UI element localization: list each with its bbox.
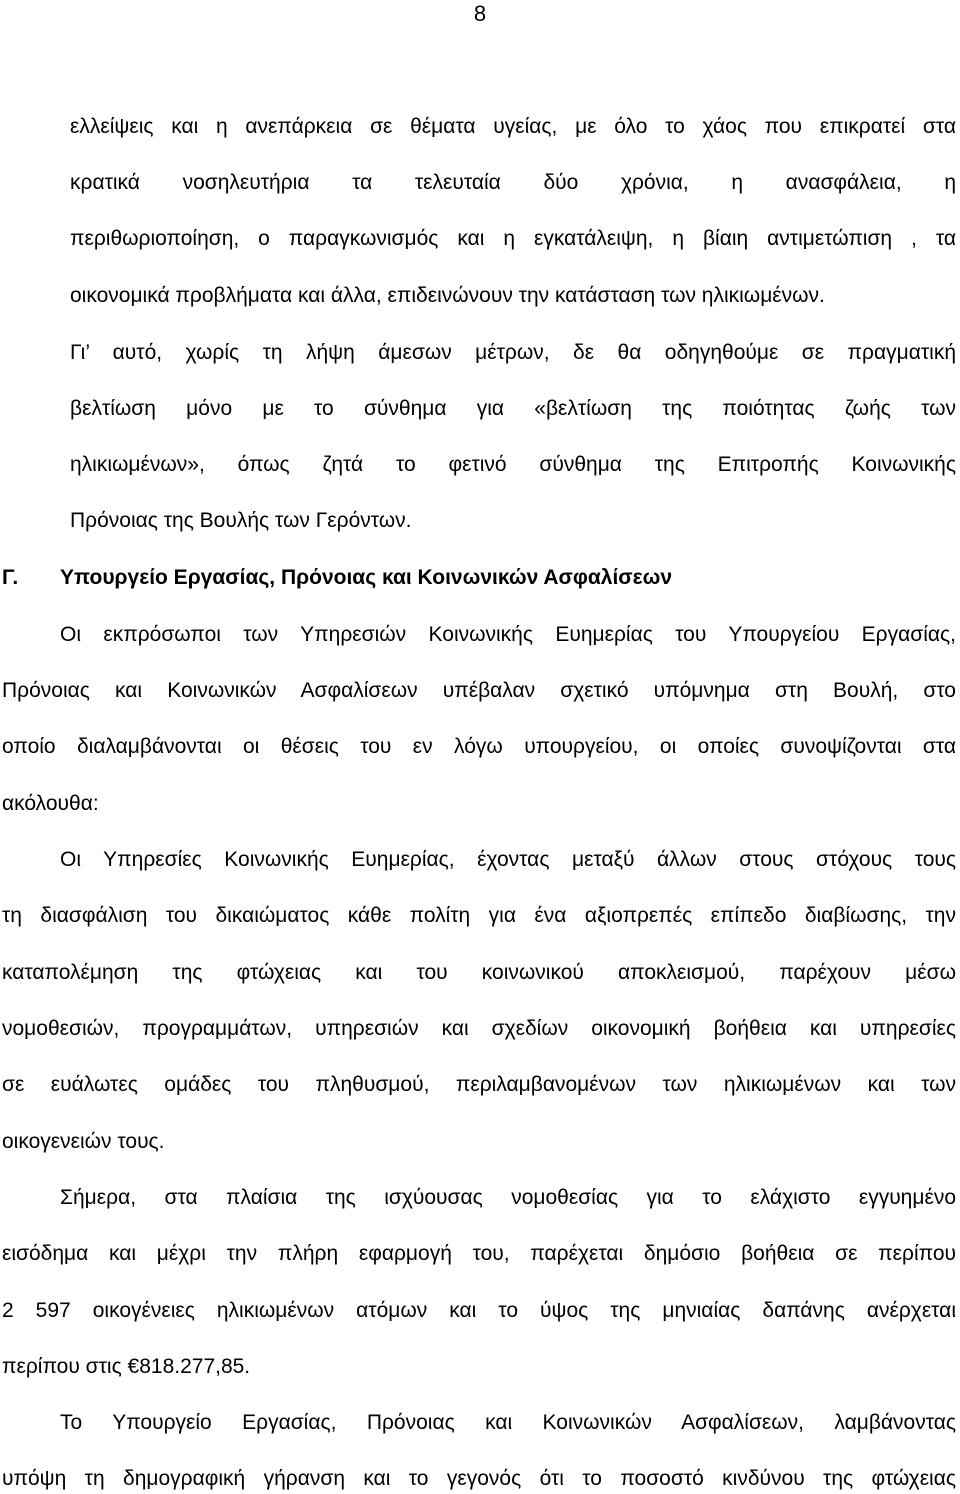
paragraph-line: ελλείψεις και η ανεπάρκεια σε θέματα υγείας, με όλο το χάος που επικρατεί στα xyxy=(70,115,956,138)
paragraph-line: περιθωριοποίηση, ο παραγκωνισμός και η εγκατάλειψη, η βίαιη αντιμετώπιση , τα xyxy=(70,227,956,250)
paragraph-line: τη διασφάλιση του δικαιώματος κάθε πολίτη για ένα αξιοπρεπές επίπεδο διαβίωσης, την xyxy=(2,904,956,927)
paragraph-line: εισόδημα και μέχρι την πλήρη εφαρμογή του, παρέχεται δημόσιο βοήθεια σε περίπου xyxy=(2,1242,956,1265)
paragraph-line: οποίο διαλαμβάνονται οι θέσεις του εν λόγω υπουργείου, οι οποίες συνοψίζονται στα xyxy=(2,735,956,758)
paragraph-line: οικογενειών τους. xyxy=(2,1130,165,1153)
paragraph-line: σε ευάλωτες ομάδες του πληθυσμού, περιλαμβανομένων των ηλικιωμένων και των xyxy=(2,1073,956,1096)
paragraph-line: Γι’ αυτό, χωρίς τη λήψη άμεσων μέτρων, δε θα οδηγηθούμε σε πραγματική xyxy=(70,341,956,364)
paragraph-line: ακόλουθα: xyxy=(2,792,99,815)
paragraph-line: κρατικά νοσηλευτήρια τα τελευταία δύο χρόνια, η ανασφάλεια, η xyxy=(70,171,956,194)
paragraph-line: Σήμερα, στα πλαίσια της ισχύουσας νομοθεσίας για το ελάχιστο εγγυημένο xyxy=(60,1186,956,1209)
section-letter: Γ. xyxy=(2,566,19,589)
paragraph-line: ηλικιωμένων», όπως ζητά το φετινό σύνθημα της Επιτροπής Κοινωνικής xyxy=(70,453,956,476)
page-number: 8 xyxy=(473,1,487,26)
paragraph-line: υπόψη τη δημογραφική γήρανση και το γεγονός ότι το ποσοστό κινδύνου της φτώχειας xyxy=(2,1467,956,1490)
paragraph-line: Πρόνοιας της Βουλής των Γερόντων. xyxy=(70,509,412,532)
paragraph-line: Το Υπουργείο Εργασίας, Πρόνοιας και Κοινωνικών Ασφαλίσεων, λαμβάνοντας xyxy=(60,1411,956,1434)
paragraph-line: Πρόνοιας και Κοινωνικών Ασφαλίσεων υπέβαλαν σχετικό υπόμνημα στη Βουλή, στο xyxy=(2,679,956,702)
section-heading xyxy=(2,565,672,591)
section-title: Υπουργείο Εργασίας, Πρόνοιας και Κοινωνικών Ασφαλίσεων xyxy=(60,566,673,589)
paragraph-line: βελτίωση μόνο με το σύνθημα για «βελτίωση της ποιότητας ζωής των xyxy=(70,397,956,420)
paragraph-line: Οι Υπηρεσίες Κοινωνικής Ευημερίας, έχοντας μεταξύ άλλων στους στόχους τους xyxy=(60,848,956,871)
paragraph-line: 2 597 οικογένειες ηλικιωμένων ατόμων και το ύψος της μηνιαίας δαπάνης ανέρχεται xyxy=(2,1299,956,1322)
paragraph-line: περίπου στις €818.277,85. xyxy=(2,1355,251,1378)
paragraph-line: Οι εκπρόσωποι των Υπηρεσιών Κοινωνικής Ευημερίας του Υπουργείου Εργασίας, xyxy=(60,623,956,646)
paragraph-line: οικονομικά προβλήματα και άλλα, επιδεινώνουν την κατάσταση των ηλικιωμένων. xyxy=(70,284,825,307)
paragraph-line: νομοθεσιών, προγραμμάτων, υπηρεσιών και σχεδίων οικονομική βοήθεια και υπηρεσίες xyxy=(2,1017,956,1040)
paragraph-line: καταπολέμηση της φτώχειας και του κοινωνικού αποκλεισμού, παρέχουν μέσω xyxy=(2,961,956,984)
